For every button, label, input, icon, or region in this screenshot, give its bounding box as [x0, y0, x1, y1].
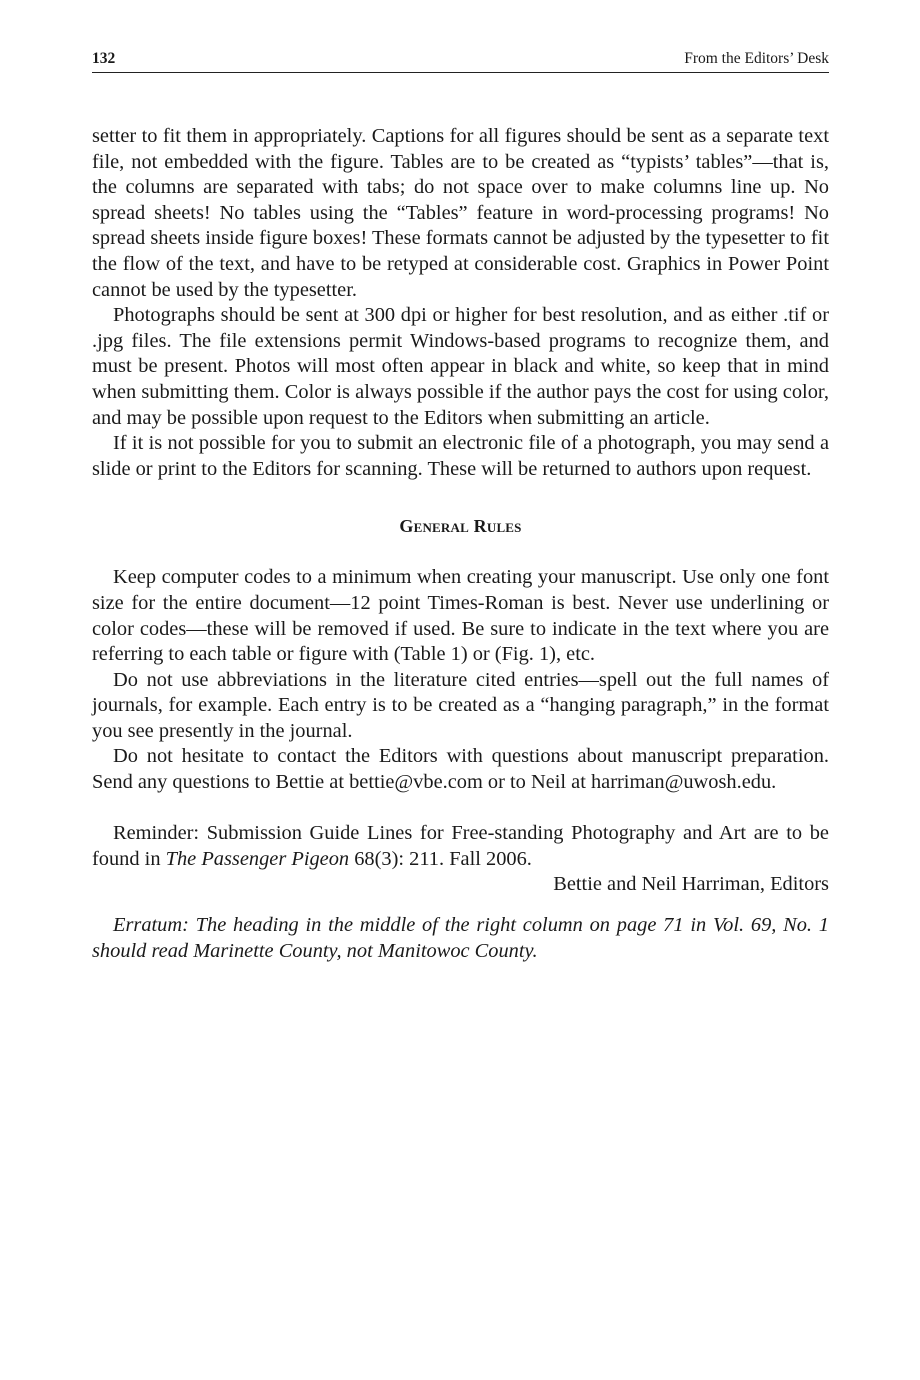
paragraph-contact: Do not hesitate to contact the Editors with questions about manuscript preparation. Send any questions to Bettie at bettie@vbe.com or to Neil at harriman@uwosh.edu.	[92, 745, 829, 794]
journal-title: The Passenger Pigeon	[165, 847, 350, 870]
paragraph-computer-codes: Keep computer codes to a minimum when creating your manuscript. Use only one font size for the entire document—12 point Times-Roman is best. Never use underlining or color codes—these will be removed if used. Be sure to indicate in the text where you are referring to each table or figure with (Table 1) or (Fig. 1), etc.	[92, 566, 829, 666]
page-number: 132	[92, 50, 116, 67]
paragraph-photographs: Photographs should be sent at 300 dpi or higher for best resolution, and as either .tif or .jpg files. The file extensions permit Windows-based programs to recognize them, and must be present. Photos will most often appear in black and white, so keep that in mind when submitting them. Color is always possible if the author pays the cost for using color, and may be possible upon request to the Editors when submitting an article.	[92, 304, 829, 429]
erratum-note: Erratum: The heading in the middle of the right column on page 71 in Vol. 69, No. 1 should read Marinette County, not Manitowoc County.	[92, 914, 829, 962]
running-title: From the Editors’ Desk	[684, 50, 829, 67]
paragraph-reminder	[92, 821, 829, 872]
running-head	[92, 46, 829, 73]
paragraph-slides: If it is not possible for you to submit an electronic file of a photograph, you may send a slide or print to the Editors for scanning. These will be returned to authors upon request.	[92, 432, 829, 480]
paragraph-figures-tables: setter to fit them in appropriately. Captions for all figures should be sent as a separate text file, not embedded with the figure. Tables are to be created as “typists’ tables”—that is, the columns are separated with tabs; do not space over to make columns line up. No spread sheets! No tables using the “Tables” feature in word-processing programs! No spread sheets inside figure boxes! These formats cannot be adjusted by the typesetter to fit the flow of the text, and have to be retyped at considerable cost. Graphics in Power Point cannot be used by the typesetter.	[92, 125, 829, 301]
article-body	[92, 124, 829, 964]
reminder-text-before: Reminder: Submission Guide Lines for Free-standing Photography and Art are to be found in	[92, 822, 829, 870]
editors-signature: Bettie and Neil Harriman, Editors	[553, 873, 829, 896]
paragraph-abbreviations: Do not use abbreviations in the literature cited entries—spell out the full names of journals, for example. Each entry is to be created as a “hanging paragraph,” in the format you see presently in the journal.	[92, 668, 829, 742]
section-heading-general-rules: General Rules	[399, 516, 522, 537]
page	[92, 46, 829, 964]
reminder-text-after: 68(3): 211. Fall 2006.	[349, 847, 532, 870]
